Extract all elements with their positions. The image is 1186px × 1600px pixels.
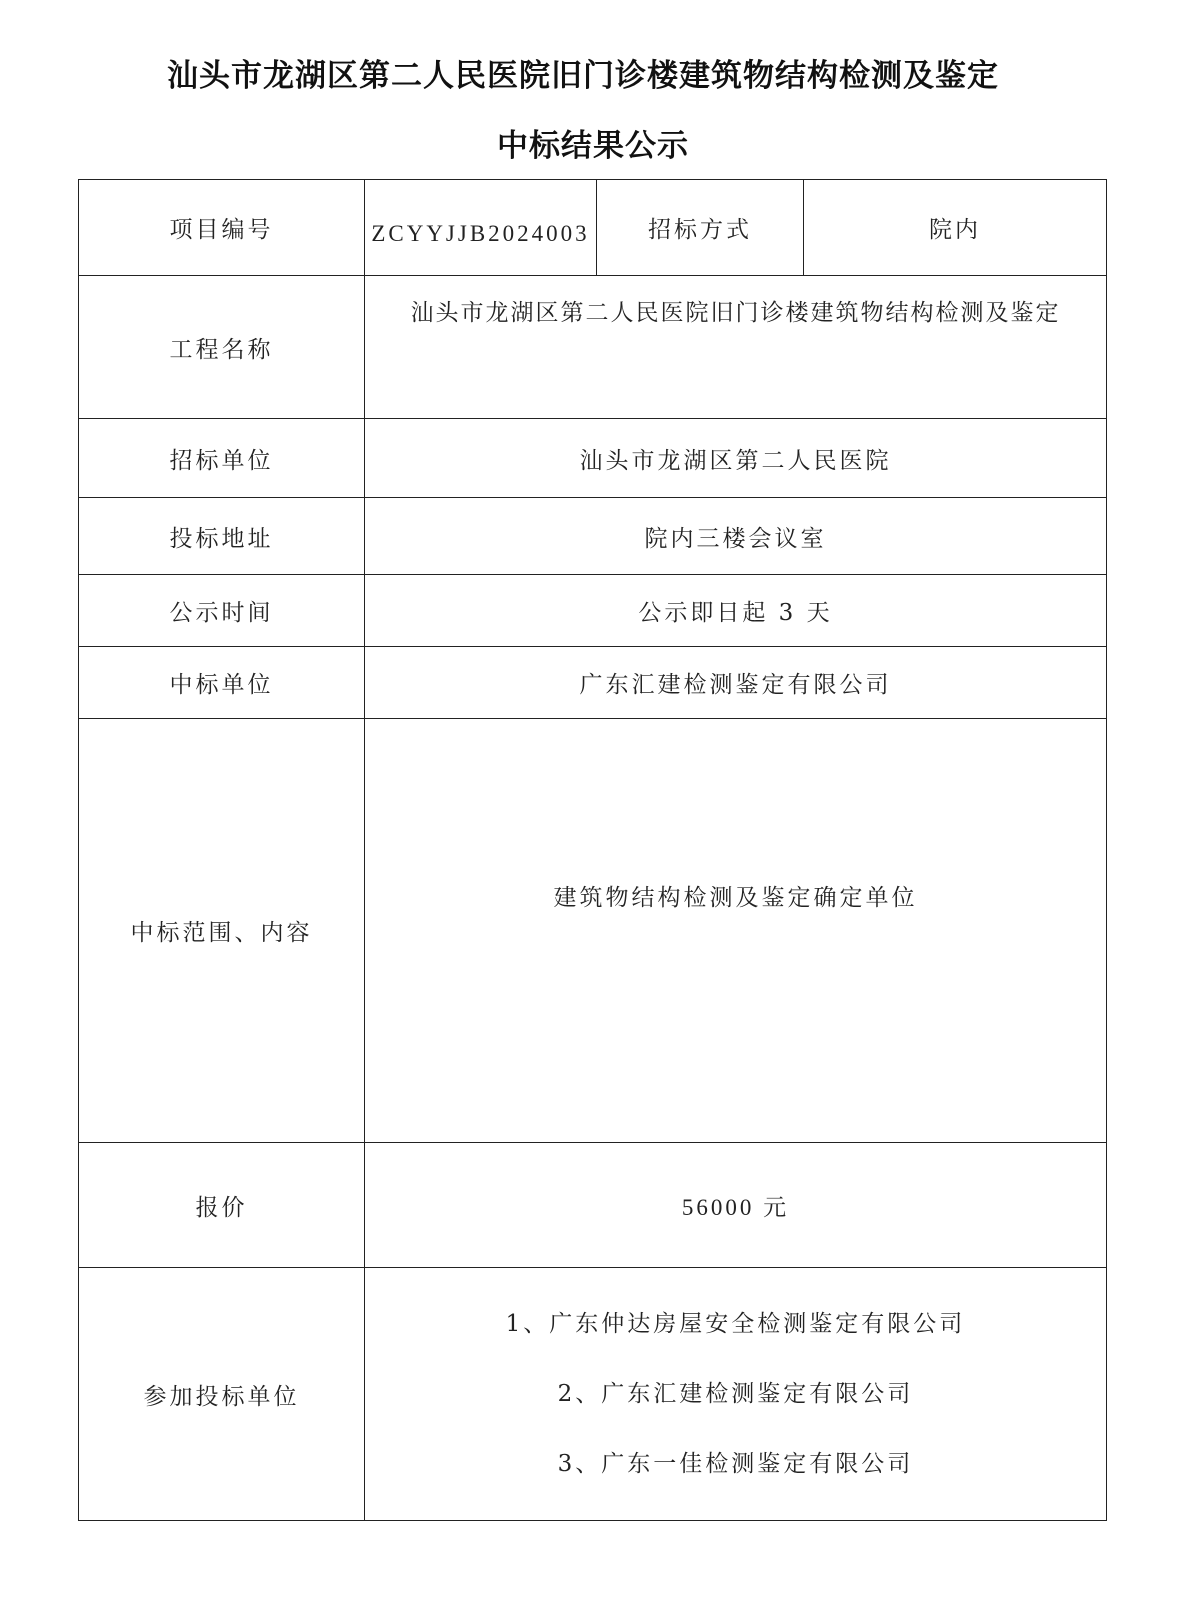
participant-item: 2、广东汇建检测鉴定有限公司 <box>557 1381 914 1407</box>
row-project-name <box>79 276 1107 419</box>
row-scope <box>79 719 1107 1143</box>
bid-address-value: 院内三楼会议室 <box>365 498 1107 575</box>
document-title: 汕头市龙湖区第二人民医院旧门诊楼建筑物结构检测及鉴定 <box>167 58 999 94</box>
row-price <box>79 1143 1107 1268</box>
project-number-label: 项目编号 <box>79 180 365 276</box>
row-tendering-unit <box>79 419 1107 498</box>
tendering-unit-label: 招标单位 <box>79 419 365 498</box>
project-number-value: ZCYYJJB2024003 <box>365 180 597 276</box>
winning-unit-label: 中标单位 <box>79 647 365 719</box>
scope-value: 建筑物结构检测及鉴定确定单位 <box>365 719 1107 1143</box>
scope-label: 中标范围、内容 <box>79 719 365 1143</box>
participant-item: 3、广东一佳检测鉴定有限公司 <box>557 1451 914 1477</box>
winning-unit-value: 广东汇建检测鉴定有限公司 <box>365 647 1107 719</box>
participant-item: 1、广东仲达房屋安全检测鉴定有限公司 <box>505 1311 966 1337</box>
announce-time-label: 公示时间 <box>79 575 365 647</box>
bid-address-label: 投标地址 <box>79 498 365 575</box>
bid-method-label: 招标方式 <box>597 180 804 276</box>
result-table <box>78 179 1107 1521</box>
price-value: 56000 元 <box>365 1143 1107 1268</box>
row-project-number <box>79 180 1107 276</box>
announce-time-value: 公示即日起 3 天 <box>365 575 1107 647</box>
project-name-label: 工程名称 <box>79 276 365 419</box>
participants-label: 参加投标单位 <box>79 1268 365 1521</box>
document-subtitle: 中标结果公示 <box>497 128 689 164</box>
row-participants <box>79 1268 1107 1521</box>
tendering-unit-value: 汕头市龙湖区第二人民医院 <box>365 419 1107 498</box>
project-name-value: 汕头市龙湖区第二人民医院旧门诊楼建筑物结构检测及鉴定 <box>365 276 1107 419</box>
row-winning-unit <box>79 647 1107 719</box>
bid-method-value: 院内 <box>804 180 1107 276</box>
participants-list <box>365 1268 1107 1521</box>
row-announce-time <box>79 575 1107 647</box>
price-label: 报价 <box>79 1143 365 1268</box>
row-bid-address <box>79 498 1107 575</box>
